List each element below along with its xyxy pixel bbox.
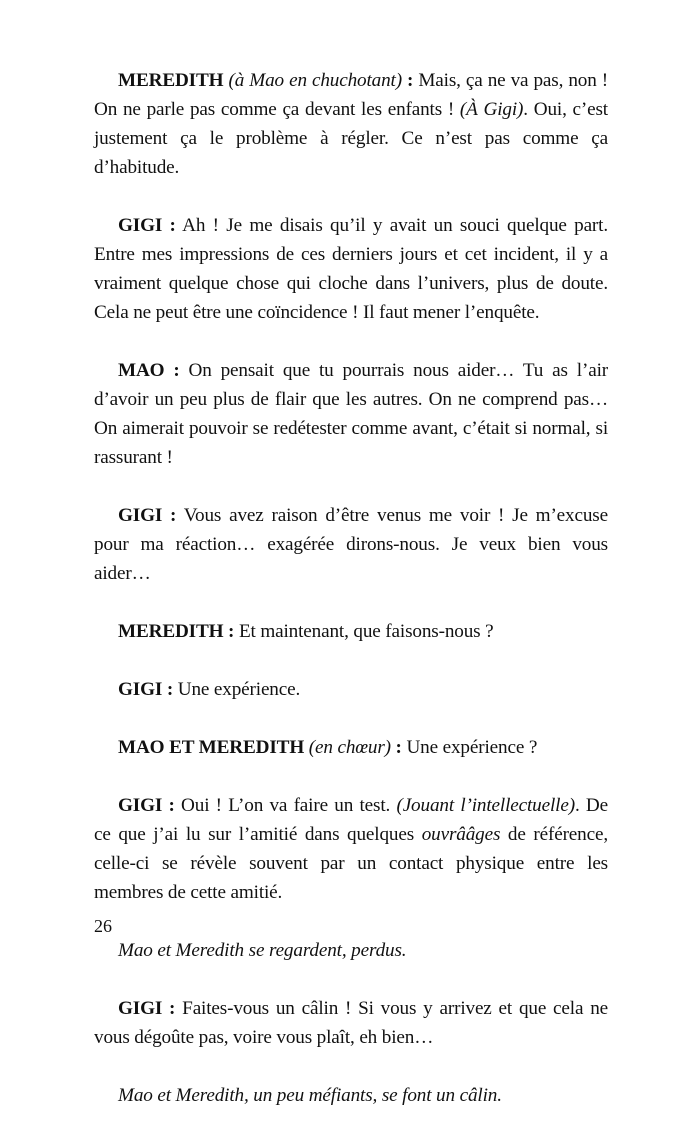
dialogue-mao-1 [94,356,608,472]
dialogue-text: Ah ! Je me disais qu’il y avait un souci quelque part. Entre mes impressions de ces derniers jours et cet incident, il y a vraiment quelque chose qui cloche dans l’univers, plus de doute. Cela ne peut être une coïncidence ! Il faut mener l’enquête. [94,215,609,323]
dialogue-mao-meredith [94,733,608,762]
dialogue-gigi-3 [94,675,608,704]
speaker-name: GIGI : [118,215,176,236]
speaker-name: MAO : [118,360,180,381]
dialogue-text: . Oui, c’est justement ça le problème à régler. Ce n’est pas comme ça d’habitude. [94,99,608,178]
dialogue-text: de référence, celle-ci se révèle souvent par un contact physique entre les membres de cette amitié. [94,824,608,903]
stage-note: (à Mao en chuchotant) [228,70,402,91]
dialogue-text: On pensait que tu pourrais nous aider… Tu as l’air d’avoir un peu plus de flair que les autres. On ne comprend pas… On aimerait pouvoir se redétester comme avant, c’était si normal, si rassurant ! [94,360,608,468]
dialogue-text: Oui ! L’on va faire un test. [181,795,397,816]
dialogue-text: Une expérience ? [406,737,538,758]
dialogue-gigi-5 [94,994,608,1052]
document-page [94,66,608,1139]
speaker-name: GIGI : [118,795,175,816]
speaker-name: GIGI : [118,998,176,1019]
dialogue-meredith-2 [94,617,608,646]
speaker-name: MEREDITH [118,70,224,91]
dialogue-text: . De ce que j’ai lu sur l’amitié dans quelques [94,795,608,845]
dialogue-text: Une expérience. [177,679,301,700]
page-number: 26 [94,916,112,936]
speaker-separator: : [401,70,419,91]
dialogue-gigi-4 [94,791,608,907]
stage-note: (À Gigi) [459,99,524,120]
stage-note: (en chœur) [308,737,391,758]
dialogue-gigi-1 [94,211,608,327]
speaker-name: MEREDITH : [118,621,235,642]
emphasized-word: ouvrââges [421,824,501,845]
speaker-name: GIGI : [118,505,177,526]
speaker-separator: : [390,737,407,758]
stage-note: (Jouant l’intellectuelle) [396,795,575,816]
stage-direction-2: Mao et Meredith, un peu méfiants, se font un câlin. [118,1085,502,1106]
dialogue-text: Faites-vous un câlin ! Si vous y arrivez et que cela ne vous dégoûte pas, voire vous plaît, eh bien… [94,998,609,1048]
dialogue-text: Mais, ça ne va pas, non ! On ne parle pas comme ça devant les enfants ! [94,70,608,120]
dialogue-text: Et maintenant, que faisons-nous ? [238,621,494,642]
speaker-name: MAO ET MEREDITH [118,737,305,758]
speaker-name: GIGI : [118,679,174,700]
dialogue-meredith-1 [94,66,608,182]
dialogue-gigi-2 [94,501,608,588]
dialogue-text: Vous avez raison d’être venus me voir ! Je m’excuse pour ma réaction… exagérée dirons-nous. Je veux bien vous aider… [94,505,608,584]
stage-direction-1: Mao et Meredith se regardent, perdus. [118,940,407,961]
